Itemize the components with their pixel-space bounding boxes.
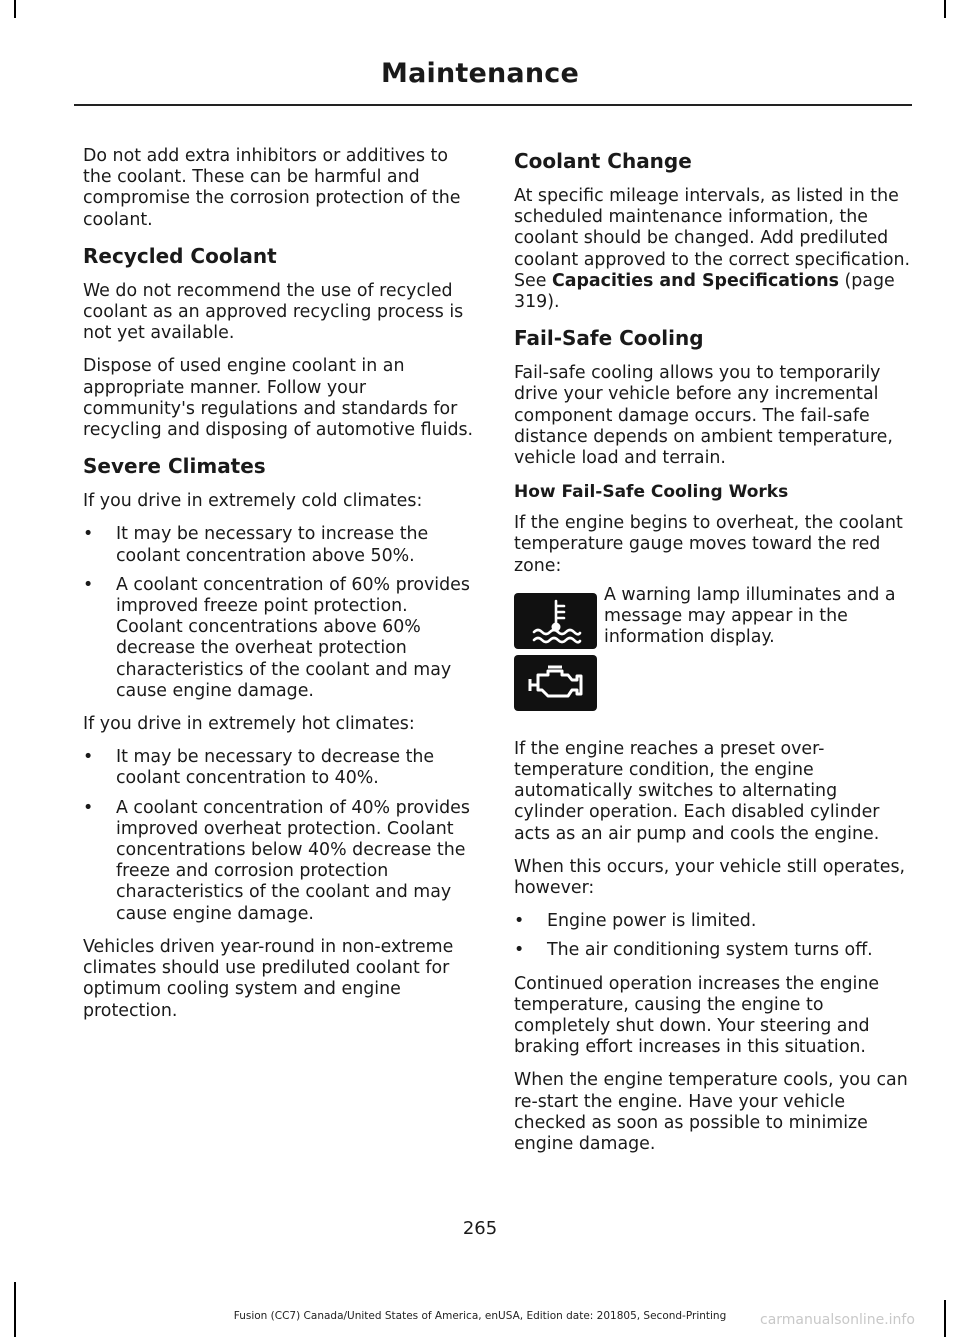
preset-paragraph: If the engine reaches a preset over-temperature condition, the engine automatically switches to alternating cylinder operation. Each disabled cylinder acts as an air pump and cools the engine.: [514, 738, 880, 844]
warning-icons: [514, 593, 598, 717]
left-column: [83, 146, 478, 1034]
restart-paragraph: When the engine temperature cools, you can re-start the engine. Have your vehicle checked as soon as possible to minimize engine damage.: [514, 1070, 908, 1155]
right-column: [514, 146, 912, 1167]
hot-climates-intro: If you drive in extremely hot climates:: [83, 714, 415, 735]
crop-mark-top-right: [944, 0, 946, 18]
page-number: 265: [462, 1218, 498, 1239]
check-engine-icon: [514, 655, 597, 711]
occurs-paragraph: When this occurs, your vehicle still operates, however:: [514, 856, 906, 899]
capacities-link[interactable]: Capacities and Specifications: [551, 270, 839, 291]
crop-mark-top-left: [14, 0, 16, 18]
overheat-paragraph: If the engine begins to overheat, the coolant temperature gauge moves toward the red zone:: [514, 513, 903, 576]
prediluted-paragraph: Vehicles driven year-round in non-extreme climates should use prediluted coolant for optimum cooling system and engine protection.: [83, 936, 454, 1021]
cold-climates-intro: If you drive in extremely cold climates:: [83, 491, 423, 512]
list-item: • It may be necessary to decrease the coolant concentration to 40%.: [83, 747, 478, 789]
operation-list: [514, 911, 912, 961]
how-fail-safe-heading: How Fail-Safe Cooling Works: [514, 482, 789, 503]
dispose-paragraph: Dispose of used engine coolant in an appropriate manner. Follow your community's regulations and standards for recycling and disposing of automotive fluids.: [83, 356, 474, 441]
coolant-temperature-warning-icon: [514, 593, 597, 649]
recycled-paragraph: We do not recommend the use of recycled coolant as an approved recycling process is not yet available.: [83, 280, 464, 344]
warning-lamp-text: A warning lamp illuminates and a message may appear in the information display.: [604, 584, 896, 648]
edition-footer: Fusion (CC7) Canada/United States of America, enUSA, Edition date: 201805, Second-Printing: [233, 1310, 727, 1322]
additives-paragraph: Do not add extra inhibitors or additives to the coolant. These can be harmful and compromise the corrosion protection of the coolant.: [83, 146, 461, 230]
list-item: • A coolant concentration of 40% provides improved overheat protection. Coolant concentrations below 40% decrease the freeze and corrosion protection characteristics of the coolant and may cause engine damage.: [83, 798, 478, 925]
watermark: carmanualsonline.info: [760, 1312, 915, 1328]
severe-climates-heading: Severe Climates: [83, 454, 266, 479]
fail-safe-paragraph: Fail-safe cooling allows you to temporarily drive your vehicle before any incremental component damage occurs. The fail-safe distance depends on ambient temperature, vehicle load and terrain.: [514, 363, 893, 469]
list-item: • The air conditioning system turns off.: [514, 940, 912, 961]
recycled-coolant-heading: Recycled Coolant: [83, 243, 277, 268]
hot-climates-list: [83, 747, 478, 925]
list-item: • Engine power is limited.: [514, 911, 912, 932]
continued-operation-paragraph: Continued operation increases the engine temperature, causing the engine to completely shut down. Your steering and braking effort increases in this situation.: [514, 973, 880, 1058]
page-title: Maintenance: [381, 58, 579, 89]
coolant-change-heading: Coolant Change: [514, 149, 692, 173]
fail-safe-heading: Fail-Safe Cooling: [514, 326, 704, 351]
coolant-change-paragraph: At specific mileage intervals, as listed in the scheduled maintenance information, the coolant should be changed. Add prediluted coolant approved to the correct specification. See Capacities and Specifications (page 319).: [514, 186, 911, 313]
warning-lamps-row: [514, 584, 912, 717]
header-divider: [74, 104, 912, 106]
list-item: • It may be necessary to increase the coolant concentration above 50%.: [83, 524, 478, 566]
list-item: • A coolant concentration of 60% provides improved freeze point protection. Coolant concentrations above 60% decrease the overheat protection characteristics of the coolant and may cause engine damage.: [83, 575, 478, 702]
cold-climates-list: [83, 524, 478, 702]
